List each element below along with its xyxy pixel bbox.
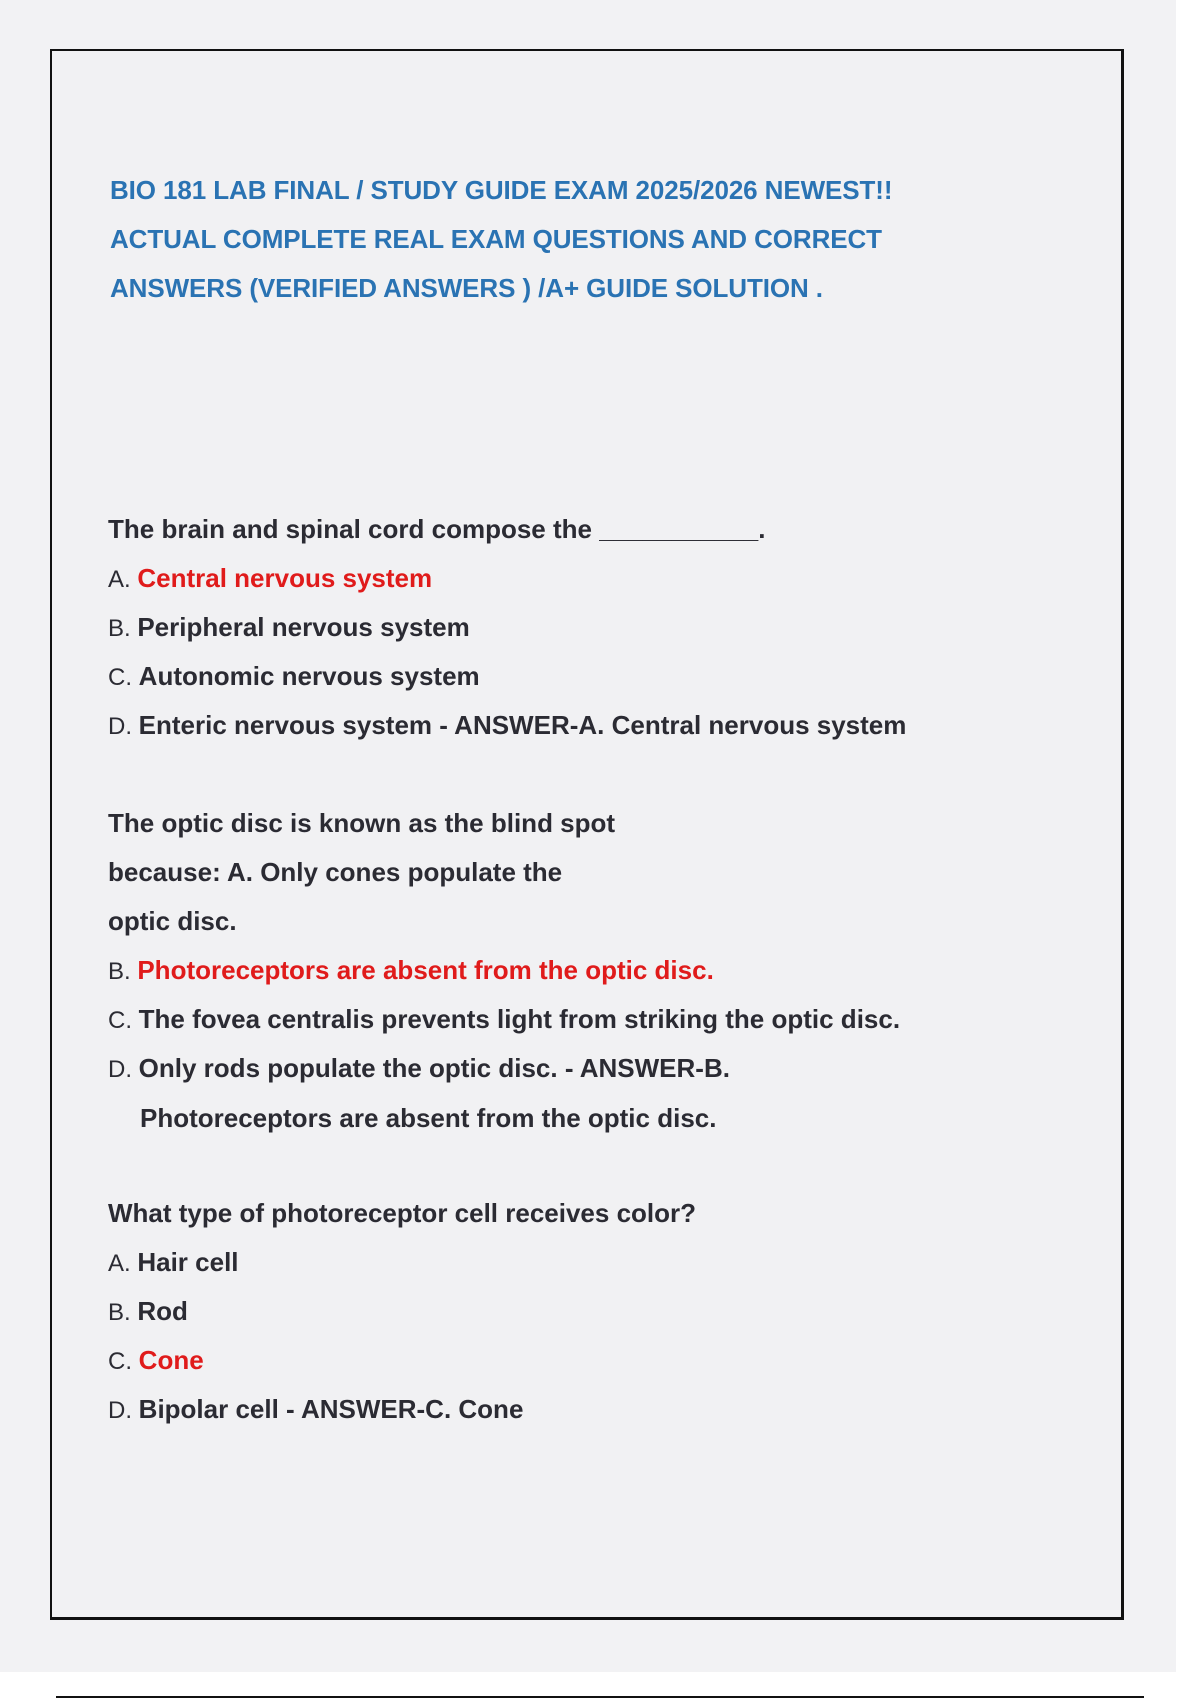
document-title [110, 166, 1010, 313]
title-line: ANSWERS (VERIFIED ANSWERS ) /A+ GUIDE SOLUTION . [110, 273, 823, 303]
question-block-1 [108, 505, 1028, 750]
option-text: Hair cell [137, 1247, 239, 1277]
option-text: Central nervous system [137, 563, 433, 593]
option-text: The fovea centralis prevents light from striking the optic disc. [138, 1004, 901, 1034]
question-stem: optic disc. [108, 906, 237, 936]
question-stem: What type of photoreceptor cell receives color? [108, 1198, 697, 1228]
answer-option [108, 603, 1028, 652]
answer-option [108, 554, 1028, 603]
question-stem: because: A. Only cones populate the [108, 857, 563, 887]
option-text: Only rods populate the optic disc. - ANSWER-B. [138, 1053, 730, 1083]
option-text: Rod [137, 1296, 188, 1326]
option-letter: C. [108, 1348, 139, 1375]
option-letter: B. [108, 958, 138, 985]
question-stem: The brain and spinal cord compose the ___________. [108, 514, 766, 544]
answer-option [108, 701, 1028, 750]
option-letter: D. [108, 713, 139, 740]
question-stem: The optic disc is known as the blind spot [108, 808, 616, 838]
option-letter: C. [108, 664, 139, 691]
question-block-2 [108, 799, 1028, 1142]
title-line: BIO 181 LAB FINAL / STUDY GUIDE EXAM 2025/2026 NEWEST!! [110, 175, 893, 205]
option-letter: D. [108, 1056, 139, 1083]
question-block-3 [108, 1189, 1028, 1434]
option-text: Peripheral nervous system [137, 612, 470, 642]
answer-option [108, 1238, 1028, 1287]
answer-option [108, 946, 1028, 995]
option-letter: A. [108, 566, 138, 593]
option-text-continuation: Photoreceptors are absent from the optic disc. [140, 1103, 717, 1133]
answer-option [108, 1336, 1028, 1385]
option-letter: D. [108, 1397, 139, 1424]
title-line: ACTUAL COMPLETE REAL EXAM QUESTIONS AND CORRECT [110, 224, 882, 254]
option-text: Cone [138, 1345, 204, 1375]
option-text: Enteric nervous system - ANSWER-A. Central nervous system [138, 710, 907, 740]
answer-option [108, 1385, 1028, 1434]
answer-option [108, 1287, 1028, 1336]
answer-option [108, 995, 1028, 1044]
option-text: Photoreceptors are absent from the optic disc. [137, 955, 714, 985]
footer-divider [56, 1696, 1144, 1698]
option-letter: A. [108, 1250, 138, 1277]
answer-option [108, 1044, 1028, 1142]
option-text: Autonomic nervous system [138, 661, 480, 691]
option-letter: B. [108, 1299, 138, 1326]
option-text: Bipolar cell - ANSWER-C. Cone [138, 1394, 524, 1424]
option-letter: C. [108, 1007, 139, 1034]
option-letter: B. [108, 615, 138, 642]
answer-option [108, 652, 1028, 701]
